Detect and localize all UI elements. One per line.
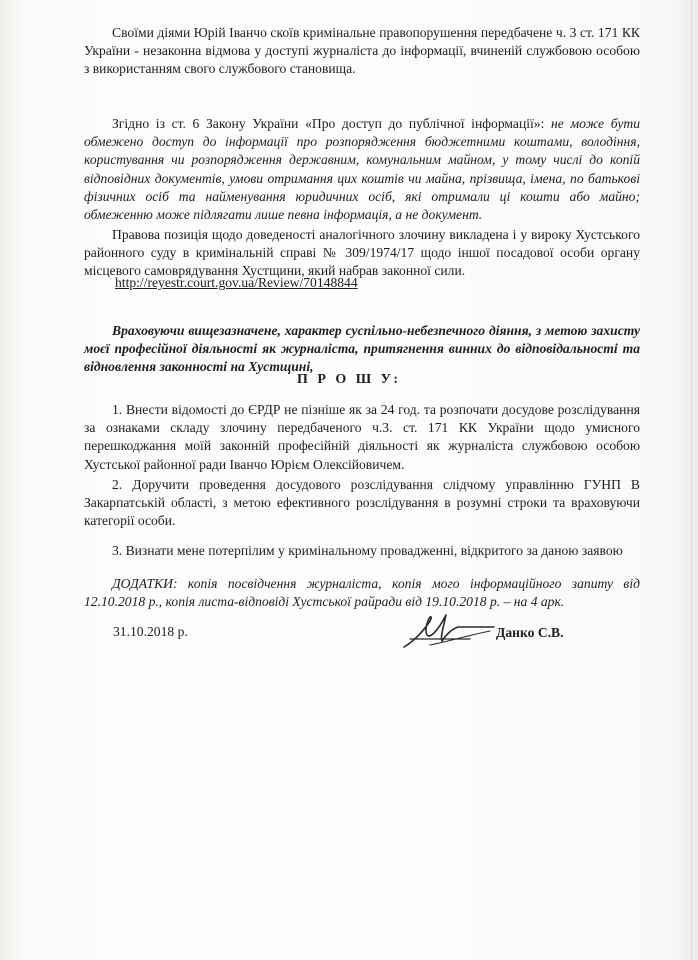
paragraph-considering-text: Враховуючи вищезазначене, характер суспільно-небезпечного діяння, з метою захисту моєї професійної діяльності як журналіста, притягнення винних до відповідальності та відновлення законності на Хустщині, xyxy=(84,323,640,375)
request-heading: П Р О Ш У: xyxy=(296,372,402,387)
page-edge xyxy=(691,0,692,960)
request-item-1-text: 1. Внести відомості до ЄРДР не пізніше як за 24 год. та розпочати досудове розслідування за ознаками складу злочину передбаченого ч.3. ст. 171 КК України щодо умисного перешкоджання моїй законній професійній діяльності як журналіста службовою особою Хустської районної ради Іванчо Юрієм Олексійовичем. xyxy=(84,402,640,472)
request-item-3-text: 3. Визнати мене потерпілим у кримінальному провадженні, відкритого за даною заявою xyxy=(112,543,623,558)
paragraph-offense-text: Своїми діями Юрій Іванчо скоїв кримінальне правопорушення передбачене ч. 3 ст. 171 КК України - незаконна відмова у доступі журналіста до інформації, вчиненій службовою особою з використанням свого службового становища. xyxy=(84,25,640,77)
document-date: 31.10.2018 р. xyxy=(113,624,188,639)
paragraph-offense xyxy=(84,24,640,79)
paragraph-legal-position xyxy=(84,226,640,281)
paragraph-considering xyxy=(84,322,640,377)
paragraph-law-quote: не може бути обмежено доступ до інформації про розпорядження бюджетними коштами, володіння, користування чи розпорядження державним, комунальним майном, у тому числі до копій відповідних документів, умови отримання цих коштів чи майна, прізвища, імена, по батькові фізичних осіб та найменування юридичних осіб, які отримали ці кошти або майно; обмеженню може підлягати лише певна інформація, а не документ. xyxy=(84,116,641,223)
request-item-2-text: 2. Доручити проведення досудового розслідування слідчому управлінню ГУНП В Закарпатській області, з метою ефективного розслідування в розумні строки та враховуючи категорії особи. xyxy=(84,477,640,529)
court-registry-link[interactable]: http://reyestr.court.gov.ua/Review/70148844 xyxy=(115,275,358,290)
request-item-2 xyxy=(84,476,640,531)
signer-name: Данко С.В. xyxy=(496,625,564,640)
attachments xyxy=(84,575,640,611)
paragraph-law xyxy=(84,115,640,224)
paragraph-legal-position-text: Правова позиція щодо доведеності аналогічного злочину викладена і у вироку Хустського районного суду в кримінальній справі № 309/1974/17 щодо іншої посадової особи органу місцевого самоврядування Хустщини, який набрав законної сили. xyxy=(84,227,640,279)
request-item-3 xyxy=(84,542,640,560)
paragraph-law-intro: Згідно із ст. 6 Закону України «Про доступ до публічної інформації»: xyxy=(112,116,552,131)
request-item-1 xyxy=(84,401,640,474)
handwritten-signature xyxy=(400,611,496,651)
attachments-text: ДОДАТКИ: копія посвідчення журналіста, копія мого інформаційного запиту від 12.10.2018 р., копія листа-відповіді Хустської райради від 19.10.2018 р. – на 4 арк. xyxy=(84,576,640,610)
